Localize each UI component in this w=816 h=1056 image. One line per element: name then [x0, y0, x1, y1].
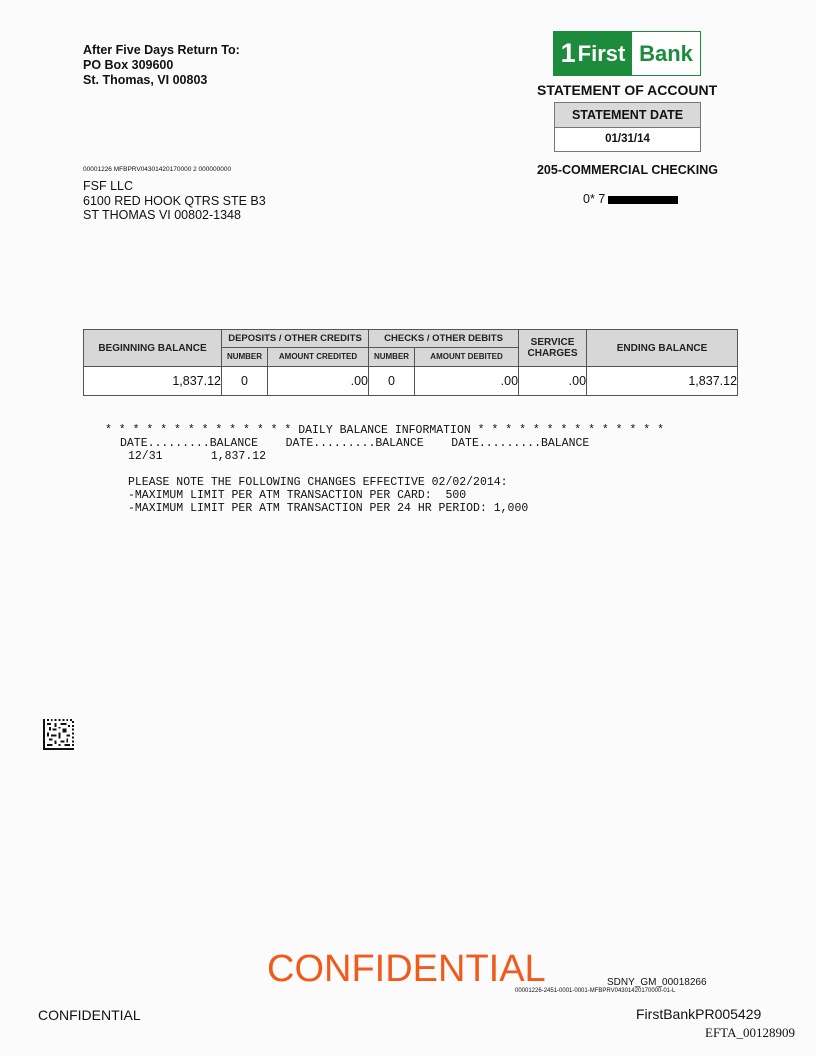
deposits-number-value: 0: [222, 367, 268, 396]
bates-number-sdny: SDNY_GM_00018266: [607, 977, 707, 988]
header-checks-number: NUMBER: [369, 347, 415, 366]
account-type: 205-COMMERCIAL CHECKING: [536, 163, 719, 177]
statement-title: STATEMENT OF ACCOUNT: [537, 82, 718, 98]
header-service-charges: SERVICE CHARGES: [519, 330, 587, 367]
header-beginning-balance: BEGINNING BALANCE: [84, 330, 222, 367]
account-summary-table: [83, 329, 738, 396]
firstbank-logo: [553, 31, 701, 76]
efta-number: EFTA_00128909: [705, 1025, 795, 1040]
beginning-balance-value: 1,837.12: [84, 367, 222, 396]
ending-balance-value: 1,837.12: [587, 367, 738, 396]
notice-line2: -MAXIMUM LIMIT PER ATM TRANSACTION PER CARD: 500: [128, 489, 467, 502]
statement-date-value: 01/31/14: [555, 128, 700, 151]
return-address-line1: After Five Days Return To:: [83, 43, 240, 57]
table-row: [84, 367, 738, 396]
mail-code: 00001226 MFBPRV04301420170000 2 000000000: [83, 166, 232, 173]
header-checks-group: CHECKS / OTHER DEBITS: [369, 330, 519, 348]
checks-number-value: 0: [369, 367, 415, 396]
daily-balance-columns: DATE.........BALANCE DATE.........BALANCE DATE.........BALANCE: [120, 437, 590, 450]
account-number: 0* 7: [583, 192, 606, 206]
statement-date-label: STATEMENT DATE: [555, 103, 700, 128]
return-address: [83, 43, 240, 88]
notice-line3: -MAXIMUM LIMIT PER ATM TRANSACTION PER 24 HR PERIOD: 1,000: [128, 502, 529, 515]
header-ending-balance: ENDING BALANCE: [587, 330, 738, 367]
return-address-line2: PO Box 309600: [83, 58, 174, 72]
logo-first-panel: [554, 32, 632, 75]
confidential-label: CONFIDENTIAL: [38, 1007, 141, 1023]
logo-one: 1: [560, 38, 576, 68]
checks-amount-value: .00: [415, 367, 519, 396]
header-deposits-number: NUMBER: [222, 347, 268, 366]
customer-address: [83, 179, 266, 223]
return-address-line3: St. Thomas, VI 00803: [83, 73, 208, 87]
customer-address-line1: 6100 RED HOOK QTRS STE B3: [83, 193, 266, 208]
customer-address-line2: ST THOMAS VI 00802-1348: [83, 208, 241, 222]
document-tracking-code: 00001226-2451-0001-0001-MFBPRV04301420170000-01-L: [515, 988, 676, 994]
deposits-amount-value: .00: [268, 367, 369, 396]
confidential-stamp: CONFIDENTIAL: [267, 948, 546, 990]
statement-date-box: [554, 102, 701, 152]
redaction-bar: [608, 196, 678, 204]
datamatrix-barcode: [43, 719, 74, 750]
customer-name: FSF LLC: [83, 179, 134, 193]
logo-bank: Bank: [639, 40, 693, 66]
daily-balance-header: * * * * * * * * * * * * * * DAILY BALANCE INFORMATION * * * * * * * * * * * * * *: [105, 424, 664, 437]
daily-balance-row: 12/31 1,837.12: [128, 450, 267, 463]
header-deposits-amount: AMOUNT CREDITED: [268, 347, 369, 366]
service-charges-value: .00: [519, 367, 587, 396]
header-checks-amount: AMOUNT DEBITED: [415, 347, 519, 366]
notice-line1: PLEASE NOTE THE FOLLOWING CHANGES EFFECTIVE 02/02/2014:: [128, 476, 508, 489]
bates-number-firstbank: FirstBankPR005429: [636, 1006, 762, 1022]
header-deposits-group: DEPOSITS / OTHER CREDITS: [222, 330, 369, 348]
logo-first: First: [577, 40, 626, 66]
